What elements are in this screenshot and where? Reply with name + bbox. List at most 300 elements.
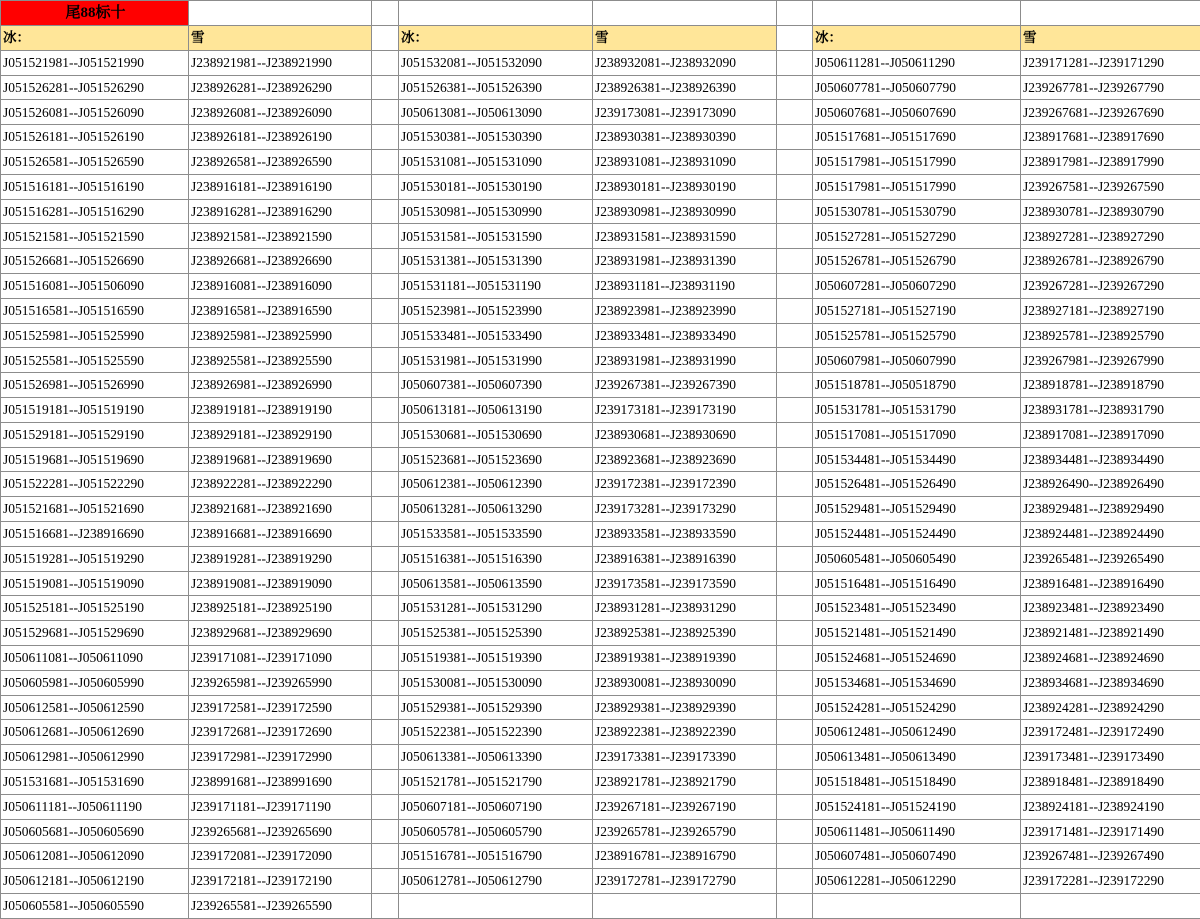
empty-cell[interactable]	[399, 1, 593, 26]
gap-cell[interactable]	[372, 348, 399, 373]
xue-range-cell[interactable]: J238923681--J238923690	[593, 447, 777, 472]
xue-range-cell[interactable]: J238926281--J238926290	[189, 75, 372, 100]
gap-cell[interactable]	[372, 571, 399, 596]
xue-range-cell[interactable]: J238917681--J238917690	[1021, 125, 1200, 150]
xue-range-cell[interactable]: J238926781--J238926790	[1021, 249, 1200, 274]
bing-range-cell[interactable]: J051524481--J051524490	[813, 521, 1021, 546]
bing-range-cell[interactable]: J051530781--J051530790	[813, 199, 1021, 224]
gap-cell[interactable]	[372, 819, 399, 844]
gap-cell[interactable]	[372, 298, 399, 323]
gap-cell[interactable]	[372, 149, 399, 174]
gap-cell[interactable]	[372, 472, 399, 497]
xue-range-cell[interactable]: J238927281--J238927290	[1021, 224, 1200, 249]
bing-range-cell[interactable]: J050611081--J050611090	[1, 645, 189, 670]
xue-range-cell[interactable]: J238916481--J238916490	[1021, 571, 1200, 596]
bing-range-cell[interactable]: J051529381--J051529390	[399, 695, 593, 720]
bing-range-cell[interactable]: J051534481--J051534490	[813, 447, 1021, 472]
bing-range-cell[interactable]: J050607381--J050607390	[399, 373, 593, 398]
gap-cell[interactable]	[372, 447, 399, 472]
xue-range-cell[interactable]: J238933481--J238933490	[593, 323, 777, 348]
bing-range-cell[interactable]: J051525381--J051525390	[399, 621, 593, 646]
bing-range-cell[interactable]	[813, 893, 1021, 918]
gap-cell[interactable]	[777, 224, 813, 249]
gap-cell[interactable]	[372, 422, 399, 447]
bing-range-cell[interactable]: J051523681--J051523690	[399, 447, 593, 472]
bing-range-cell[interactable]: J051526281--J051526290	[1, 75, 189, 100]
xue-range-cell[interactable]: J238931981--J238931990	[593, 348, 777, 373]
xue-range-cell[interactable]: J238921581--J238921590	[189, 224, 372, 249]
xue-range-cell[interactable]: J239267381--J239267390	[593, 373, 777, 398]
xue-range-cell[interactable]: J239172081--J239172090	[189, 844, 372, 869]
xue-range-cell[interactable]: J238922381--J238922390	[593, 720, 777, 745]
xue-range-cell[interactable]: J238932081--J238932090	[593, 50, 777, 75]
gap-cell[interactable]	[372, 249, 399, 274]
gap-cell[interactable]	[372, 50, 399, 75]
xue-range-cell[interactable]: J239172181--J239172190	[189, 869, 372, 894]
gap-cell[interactable]	[777, 273, 813, 298]
bing-range-cell[interactable]: J051525581--J051525590	[1, 348, 189, 373]
gap-cell[interactable]	[777, 149, 813, 174]
xue-range-cell[interactable]: J238924181--J238924190	[1021, 794, 1200, 819]
xue-range-cell[interactable]: J238931781--J238931790	[1021, 397, 1200, 422]
bing-range-cell[interactable]: J050607981--J050607990	[813, 348, 1021, 373]
gap-cell[interactable]	[777, 348, 813, 373]
xue-range-cell[interactable]: J238921981--J238921990	[189, 50, 372, 75]
xue-range-cell[interactable]: J238930381--J238930390	[593, 125, 777, 150]
gap-cell[interactable]	[372, 26, 399, 51]
bing-range-cell[interactable]: J051531381--J051531390	[399, 249, 593, 274]
xue-range-cell[interactable]: J239173581--J239173590	[593, 571, 777, 596]
gap-cell[interactable]	[372, 224, 399, 249]
bing-range-cell[interactable]: J051534681--J051534690	[813, 670, 1021, 695]
gap-cell[interactable]	[372, 397, 399, 422]
xue-range-cell[interactable]: J239173181--J239173190	[593, 397, 777, 422]
xue-range-cell[interactable]: J239171281--J239171290	[1021, 50, 1200, 75]
bing-range-cell[interactable]: J050607181--J050607190	[399, 794, 593, 819]
gap-cell[interactable]	[372, 769, 399, 794]
gap-cell[interactable]	[372, 100, 399, 125]
gap-cell[interactable]	[777, 769, 813, 794]
gap-cell[interactable]	[372, 373, 399, 398]
xue-range-cell[interactable]: J238926381--J238926390	[593, 75, 777, 100]
xue-range-cell[interactable]: J238931981--J238931390	[593, 249, 777, 274]
bing-range-cell[interactable]: J051530681--J051530690	[399, 422, 593, 447]
bing-range-cell[interactable]: J050611481--J050611490	[813, 819, 1021, 844]
gap-cell[interactable]	[372, 720, 399, 745]
bing-range-cell[interactable]: J051526781--J051526790	[813, 249, 1021, 274]
bing-range-cell[interactable]: J051517981--J051517990	[813, 149, 1021, 174]
xue-range-cell[interactable]: J239265981--J239265990	[189, 670, 372, 695]
bing-range-cell[interactable]: J051530081--J051530090	[399, 670, 593, 695]
xue-range-cell[interactable]: J238921681--J238921690	[189, 497, 372, 522]
bing-range-cell[interactable]: J051531681--J051531690	[1, 769, 189, 794]
xue-range-cell[interactable]: J238925981--J238925990	[189, 323, 372, 348]
gap-cell[interactable]	[777, 893, 813, 918]
bing-range-cell[interactable]: J051521481--J051521490	[813, 621, 1021, 646]
xue-range-cell[interactable]: J238933581--J238933590	[593, 521, 777, 546]
xue-range-cell[interactable]	[593, 893, 777, 918]
table-row	[1, 497, 1200, 522]
bing-range-cell[interactable]: J051516281--J051516290	[1, 199, 189, 224]
bing-range-cell[interactable]: J051526481--J051526490	[813, 472, 1021, 497]
column-header-bing-1[interactable]: 冰：	[1, 26, 189, 51]
bing-range-cell[interactable]: J051516481--J051516490	[813, 571, 1021, 596]
bing-range-cell[interactable]: J050613281--J050613290	[399, 497, 593, 522]
xue-range-cell[interactable]: J238919081--J238919090	[189, 571, 372, 596]
bing-range-cell[interactable]: J050612081--J050612090	[1, 844, 189, 869]
xue-range-cell[interactable]: J238929381--J238929390	[593, 695, 777, 720]
gap-cell[interactable]	[777, 645, 813, 670]
gap-cell[interactable]	[777, 397, 813, 422]
bing-range-cell[interactable]: J051524281--J051524290	[813, 695, 1021, 720]
xue-range-cell[interactable]: J238934681--J238934690	[1021, 670, 1200, 695]
bing-range-cell[interactable]: J050613381--J050613390	[399, 745, 593, 770]
xue-range-cell[interactable]: J238931181--J238931190	[593, 273, 777, 298]
xue-range-cell[interactable]: J239171181--J239171190	[189, 794, 372, 819]
column-header-xue-1[interactable]: 雪	[189, 26, 372, 51]
bing-range-cell[interactable]: J050612981--J050612990	[1, 745, 189, 770]
bing-range-cell[interactable]: J050612281--J050612290	[813, 869, 1021, 894]
xue-range-cell[interactable]: J238917981--J238917990	[1021, 149, 1200, 174]
bing-range-cell[interactable]: J051531081--J051531090	[399, 149, 593, 174]
gap-cell[interactable]	[777, 819, 813, 844]
bing-range-cell[interactable]: J051526981--J051526990	[1, 373, 189, 398]
bing-range-cell[interactable]: J050607681--J050607690	[813, 100, 1021, 125]
xue-range-cell[interactable]: J238931581--J238931590	[593, 224, 777, 249]
gap-cell[interactable]	[777, 199, 813, 224]
bing-range-cell[interactable]: J050607781--J050607790	[813, 75, 1021, 100]
gap-cell[interactable]	[777, 546, 813, 571]
gap-cell[interactable]	[372, 323, 399, 348]
gap-cell[interactable]	[777, 621, 813, 646]
bing-range-cell[interactable]: J051517681--J051517690	[813, 125, 1021, 150]
gap-cell[interactable]	[777, 323, 813, 348]
gap-cell[interactable]	[372, 273, 399, 298]
gap-cell[interactable]	[777, 125, 813, 150]
bing-range-cell[interactable]: J051526181--J051526190	[1, 125, 189, 150]
xue-range-cell[interactable]: J239173281--J239173290	[593, 497, 777, 522]
xue-range-cell[interactable]: J238916381--J238916390	[593, 546, 777, 571]
bing-range-cell[interactable]: J050605681--J050605690	[1, 819, 189, 844]
gap-cell[interactable]	[372, 670, 399, 695]
xue-range-cell[interactable]: J239172681--J239172690	[189, 720, 372, 745]
xue-range-cell[interactable]: J238926981--J238926990	[189, 373, 372, 398]
xue-range-cell[interactable]: J238926681--J238926690	[189, 249, 372, 274]
xue-range-cell[interactable]: J238924481--J238924490	[1021, 521, 1200, 546]
xue-range-cell[interactable]: J238929481--J238929490	[1021, 497, 1200, 522]
bing-range-cell[interactable]: J050612581--J050612590	[1, 695, 189, 720]
gap-cell[interactable]	[777, 75, 813, 100]
xue-range-cell[interactable]: J239172981--J239172990	[189, 745, 372, 770]
xue-range-cell[interactable]: J238931081--J238931090	[593, 149, 777, 174]
bing-range-cell[interactable]: J051519081--J051519090	[1, 571, 189, 596]
bing-range-cell[interactable]: J051516581--J051516590	[1, 298, 189, 323]
xue-range-cell[interactable]: J238929681--J238929690	[189, 621, 372, 646]
bing-range-cell[interactable]: J051517081--J051517090	[813, 422, 1021, 447]
gap-cell[interactable]	[372, 174, 399, 199]
bing-range-cell[interactable]: J051531981--J051531990	[399, 348, 593, 373]
gap-cell[interactable]	[777, 720, 813, 745]
gap-cell[interactable]	[372, 794, 399, 819]
column-header-xue-3[interactable]: 雪	[1021, 26, 1200, 51]
bing-range-cell[interactable]: J051519181--J051519190	[1, 397, 189, 422]
bing-range-cell[interactable]: J051533481--J051533490	[399, 323, 593, 348]
gap-cell[interactable]	[777, 745, 813, 770]
bing-range-cell[interactable]: J050613481--J050613490	[813, 745, 1021, 770]
xue-range-cell[interactable]: J238921781--J238921790	[593, 769, 777, 794]
bing-range-cell[interactable]: J051526081--J051526090	[1, 100, 189, 125]
bing-range-cell[interactable]: J051523981--J051523990	[399, 298, 593, 323]
xue-range-cell[interactable]: J239171481--J239171490	[1021, 819, 1200, 844]
xue-range-cell[interactable]: J238918781--J238918790	[1021, 373, 1200, 398]
xue-range-cell[interactable]: J238930981--J238930990	[593, 199, 777, 224]
gap-cell[interactable]	[372, 745, 399, 770]
bing-range-cell[interactable]: J051521781--J051521790	[399, 769, 593, 794]
xue-range-cell[interactable]: J238924681--J238924690	[1021, 645, 1200, 670]
gap-cell[interactable]	[372, 521, 399, 546]
bing-range-cell[interactable]: J051531281--J051531290	[399, 596, 593, 621]
xue-range-cell[interactable]: J238923481--J238923490	[1021, 596, 1200, 621]
empty-cell[interactable]	[813, 1, 1021, 26]
bing-range-cell[interactable]: J051530981--J051530990	[399, 199, 593, 224]
bing-range-cell[interactable]: J050605781--J050605790	[399, 819, 593, 844]
xue-range-cell[interactable]: J238919181--J238919190	[189, 397, 372, 422]
gap-cell[interactable]	[777, 373, 813, 398]
bing-range-cell[interactable]: J051527281--J051527290	[813, 224, 1021, 249]
xue-range-cell[interactable]: J238925781--J238925790	[1021, 323, 1200, 348]
gap-cell[interactable]	[777, 174, 813, 199]
xue-range-cell[interactable]: J239173081--J239173090	[593, 100, 777, 125]
gap-cell[interactable]	[777, 571, 813, 596]
gap-cell[interactable]	[777, 447, 813, 472]
bing-range-cell[interactable]: J050612481--J050612490	[813, 720, 1021, 745]
bing-range-cell[interactable]: J050612381--J050612390	[399, 472, 593, 497]
bing-range-cell[interactable]	[399, 893, 593, 918]
xue-range-cell[interactable]	[1021, 893, 1200, 918]
bing-range-cell[interactable]: J051522281--J051522290	[1, 472, 189, 497]
xue-range-cell[interactable]: J239173481--J239173490	[1021, 745, 1200, 770]
xue-range-cell[interactable]: J239172581--J239172590	[189, 695, 372, 720]
gap-cell[interactable]	[372, 497, 399, 522]
xue-range-cell[interactable]: J239172781--J239172790	[593, 869, 777, 894]
xue-range-cell[interactable]: J238917081--J238917090	[1021, 422, 1200, 447]
xue-range-cell[interactable]: J238934481--J238934490	[1021, 447, 1200, 472]
gap-cell[interactable]	[777, 695, 813, 720]
xue-range-cell[interactable]: J239172481--J239172490	[1021, 720, 1200, 745]
table-row	[1, 472, 1200, 497]
gap-cell[interactable]	[777, 50, 813, 75]
gap-cell[interactable]	[777, 596, 813, 621]
bing-range-cell[interactable]: J051522381--J051522390	[399, 720, 593, 745]
bing-range-cell[interactable]: J051521581--J051521590	[1, 224, 189, 249]
bing-range-cell[interactable]: J051521681--J051521690	[1, 497, 189, 522]
gap-cell[interactable]	[777, 497, 813, 522]
bing-range-cell[interactable]: J050612681--J050612690	[1, 720, 189, 745]
xue-range-cell[interactable]: J238919281--J238919290	[189, 546, 372, 571]
gap-cell[interactable]	[372, 75, 399, 100]
bing-range-cell[interactable]: J051526381--J051526390	[399, 75, 593, 100]
bing-range-cell[interactable]: J051526581--J051526590	[1, 149, 189, 174]
bing-range-cell[interactable]: J050607481--J050607490	[813, 844, 1021, 869]
bing-range-cell[interactable]: J051517981--J051517990	[813, 174, 1021, 199]
xue-range-cell[interactable]: J239172281--J239172290	[1021, 869, 1200, 894]
column-header-xue-2[interactable]: 雪	[593, 26, 777, 51]
bing-range-cell[interactable]: J050611181--J050611190	[1, 794, 189, 819]
xue-range-cell[interactable]: J239172381--J239172390	[593, 472, 777, 497]
xue-range-cell[interactable]: J239265581--J239265590	[189, 893, 372, 918]
gap-cell[interactable]	[372, 546, 399, 571]
xue-range-cell[interactable]: J238926581--J238926590	[189, 149, 372, 174]
bing-range-cell[interactable]: J051519681--J051519690	[1, 447, 189, 472]
gap-cell[interactable]	[777, 1, 813, 26]
xue-range-cell[interactable]: J238925581--J238925590	[189, 348, 372, 373]
bing-range-cell[interactable]: J050612181--J050612190	[1, 869, 189, 894]
xue-range-cell[interactable]: J239267281--J239267290	[1021, 273, 1200, 298]
bing-range-cell[interactable]: J050605981--J050605990	[1, 670, 189, 695]
xue-range-cell[interactable]: J238916181--J238916190	[189, 174, 372, 199]
xue-range-cell[interactable]: J238918481--J238918490	[1021, 769, 1200, 794]
bing-range-cell[interactable]: J051531581--J051531590	[399, 224, 593, 249]
bing-range-cell[interactable]: J050612781--J050612790	[399, 869, 593, 894]
bing-range-cell[interactable]: J051529481--J051529490	[813, 497, 1021, 522]
table-row	[1, 323, 1200, 348]
bing-range-cell[interactable]: J051533581--J051533590	[399, 521, 593, 546]
xue-range-cell[interactable]: J238925381--J238925390	[593, 621, 777, 646]
xue-range-cell[interactable]: J239267181--J239267190	[593, 794, 777, 819]
bing-range-cell[interactable]: J051516381--J051516390	[399, 546, 593, 571]
bing-range-cell[interactable]: J050605481--J050605490	[813, 546, 1021, 571]
xue-range-cell[interactable]: J238926181--J238926190	[189, 125, 372, 150]
gap-cell[interactable]	[777, 26, 813, 51]
gap-cell[interactable]	[777, 249, 813, 274]
xue-range-cell[interactable]: J239267681--J239267690	[1021, 100, 1200, 125]
bing-range-cell[interactable]: J051531181--J051531190	[399, 273, 593, 298]
bing-range-cell[interactable]: J051516781--J051516790	[399, 844, 593, 869]
empty-cell[interactable]	[1021, 1, 1200, 26]
bing-range-cell[interactable]: J051524681--J051524690	[813, 645, 1021, 670]
bing-range-cell[interactable]: J051525181--J051525190	[1, 596, 189, 621]
xue-range-cell[interactable]: J239267581--J239267590	[1021, 174, 1200, 199]
gap-cell[interactable]	[372, 844, 399, 869]
xue-range-cell[interactable]: J238922281--J238922290	[189, 472, 372, 497]
xue-range-cell[interactable]: J238919381--J238919390	[593, 645, 777, 670]
bing-range-cell[interactable]: J050607281--J050607290	[813, 273, 1021, 298]
xue-range-cell[interactable]: J238930681--J238930690	[593, 422, 777, 447]
xue-range-cell[interactable]: J238927181--J238927190	[1021, 298, 1200, 323]
bing-range-cell[interactable]: J050613081--J050613090	[399, 100, 593, 125]
empty-cell[interactable]	[593, 1, 777, 26]
gap-cell[interactable]	[372, 1, 399, 26]
gap-cell[interactable]	[777, 521, 813, 546]
bing-range-cell[interactable]: J050611281--J050611290	[813, 50, 1021, 75]
bing-range-cell[interactable]: J050613581--J050613590	[399, 571, 593, 596]
xue-range-cell[interactable]: J238916681--J238916690	[189, 521, 372, 546]
bing-range-cell[interactable]: J050613181--J050613190	[399, 397, 593, 422]
sheet-title-cell[interactable]: 尾88标十	[1, 1, 189, 26]
bing-range-cell[interactable]: J051519381--J051519390	[399, 645, 593, 670]
xue-range-cell[interactable]: J238925181--J238925190	[189, 596, 372, 621]
xue-range-cell[interactable]: J238916781--J238916790	[593, 844, 777, 869]
column-header-bing-2[interactable]: 冰：	[399, 26, 593, 51]
bing-range-cell[interactable]: J051527181--J051527190	[813, 298, 1021, 323]
xue-range-cell[interactable]: J239267781--J239267790	[1021, 75, 1200, 100]
xue-range-cell[interactable]: J238930781--J238930790	[1021, 199, 1200, 224]
bing-range-cell[interactable]: J051524181--J051524190	[813, 794, 1021, 819]
gap-cell[interactable]	[777, 100, 813, 125]
xue-range-cell[interactable]: J238916581--J238916590	[189, 298, 372, 323]
xue-range-cell[interactable]: J238991681--J238991690	[189, 769, 372, 794]
gap-cell[interactable]	[372, 869, 399, 894]
xue-range-cell[interactable]: J238930081--J238930090	[593, 670, 777, 695]
xue-range-cell[interactable]: J238916081--J238916090	[189, 273, 372, 298]
gap-cell[interactable]	[372, 893, 399, 918]
xue-range-cell[interactable]: J238931281--J238931290	[593, 596, 777, 621]
empty-cell[interactable]	[189, 1, 372, 26]
bing-range-cell[interactable]: J051516181--J051516190	[1, 174, 189, 199]
xue-range-cell[interactable]: J238921481--J238921490	[1021, 621, 1200, 646]
xue-range-cell[interactable]: J239265481--J239265490	[1021, 546, 1200, 571]
gap-cell[interactable]	[372, 621, 399, 646]
gap-cell[interactable]	[777, 670, 813, 695]
xue-range-cell[interactable]: J239173381--J239173390	[593, 745, 777, 770]
gap-cell[interactable]	[777, 869, 813, 894]
gap-cell[interactable]	[777, 844, 813, 869]
xue-range-cell[interactable]: J238926490--J238926490	[1021, 472, 1200, 497]
gap-cell[interactable]	[777, 472, 813, 497]
gap-cell[interactable]	[372, 596, 399, 621]
xue-range-cell[interactable]: J239267981--J239267990	[1021, 348, 1200, 373]
xue-range-cell[interactable]: J238923981--J238923990	[593, 298, 777, 323]
gap-cell[interactable]	[372, 199, 399, 224]
bing-range-cell[interactable]: J051532081--J051532090	[399, 50, 593, 75]
xue-range-cell[interactable]: J238929181--J238929190	[189, 422, 372, 447]
bing-range-cell[interactable]: J051531781--J051531790	[813, 397, 1021, 422]
gap-cell[interactable]	[777, 298, 813, 323]
bing-range-cell[interactable]: J051516081--J051506090	[1, 273, 189, 298]
xue-range-cell[interactable]: J239267481--J239267490	[1021, 844, 1200, 869]
xue-range-cell[interactable]: J238930181--J238930190	[593, 174, 777, 199]
bing-range-cell[interactable]: J051525981--J051525990	[1, 323, 189, 348]
bing-range-cell[interactable]: J051529681--J051529690	[1, 621, 189, 646]
gap-cell[interactable]	[777, 794, 813, 819]
gap-cell[interactable]	[372, 695, 399, 720]
xue-range-cell[interactable]: J239265781--J239265790	[593, 819, 777, 844]
bing-range-cell[interactable]: J051526681--J051526690	[1, 249, 189, 274]
bing-range-cell[interactable]: J050605581--J050605590	[1, 893, 189, 918]
bing-range-cell[interactable]: J051518781--J050518790	[813, 373, 1021, 398]
xue-range-cell[interactable]: J238924281--J238924290	[1021, 695, 1200, 720]
gap-cell[interactable]	[777, 422, 813, 447]
xue-range-cell[interactable]: J238919681--J238919690	[189, 447, 372, 472]
bing-range-cell[interactable]: J051521981--J051521990	[1, 50, 189, 75]
gap-cell[interactable]	[372, 125, 399, 150]
bing-range-cell[interactable]: J051530181--J051530190	[399, 174, 593, 199]
bing-range-cell[interactable]: J051516681--J238916690	[1, 521, 189, 546]
bing-range-cell[interactable]: J051519281--J051519290	[1, 546, 189, 571]
bing-range-cell[interactable]: J051518481--J051518490	[813, 769, 1021, 794]
bing-range-cell[interactable]: J051525781--J051525790	[813, 323, 1021, 348]
xue-range-cell[interactable]: J238926081--J238926090	[189, 100, 372, 125]
bing-range-cell[interactable]: J051523481--J051523490	[813, 596, 1021, 621]
gap-cell[interactable]	[372, 645, 399, 670]
xue-range-cell[interactable]: J239171081--J239171090	[189, 645, 372, 670]
bing-range-cell[interactable]: J051530381--J051530390	[399, 125, 593, 150]
table-row	[1, 348, 1200, 373]
xue-range-cell[interactable]: J239265681--J239265690	[189, 819, 372, 844]
column-header-bing-3[interactable]: 冰：	[813, 26, 1021, 51]
xue-range-cell[interactable]: J238916281--J238916290	[189, 199, 372, 224]
bing-range-cell[interactable]: J051529181--J051529190	[1, 422, 189, 447]
